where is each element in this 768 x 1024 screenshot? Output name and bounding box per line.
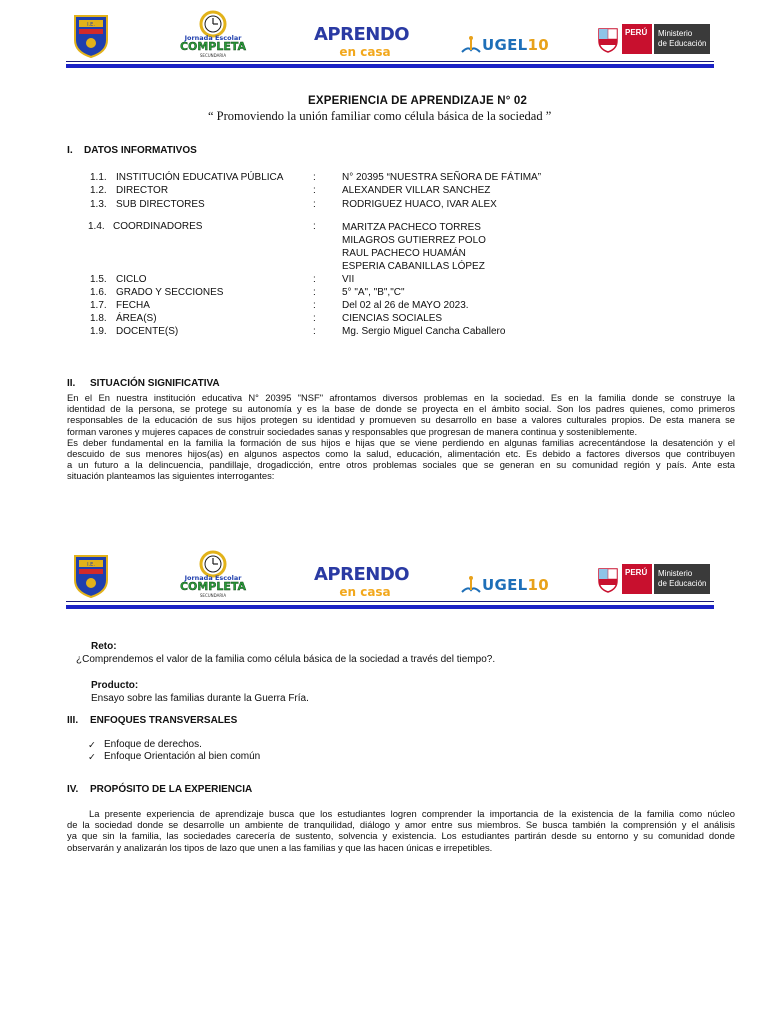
paragraph-line: forman varones y mujeres capaces de construir sociedades sanas y responsables que progresan de manera continua y sosteniblemente. <box>67 425 638 437</box>
document-subtitle: “ Promoviendo la unión familiar como célula básica de la sociedad ” <box>208 109 552 123</box>
row-separator: : <box>313 172 316 183</box>
row-number: 1.3. <box>90 199 107 210</box>
jornada-line3: SECUNDARIA <box>199 53 227 58</box>
row-value: Mg. Sergio Miguel Cancha Caballero <box>342 326 506 337</box>
peru-label: PERÚ <box>622 564 652 594</box>
situacion-paragraph <box>67 392 735 482</box>
row-label: INSTITUCIÓN EDUCATIVA PÚBLICA <box>116 172 284 183</box>
paragraph-line: Es deber fundamental en la familia la formación de sus hijos e hijas que se viene perdiendo en algunas familias acrecentándose la desatención y el <box>67 436 735 448</box>
row-separator: : <box>313 199 316 210</box>
jornada-line2: COMPLETA <box>179 40 247 53</box>
row-value: RAUL PACHECO HUAMÁN <box>342 248 466 259</box>
peru-coat-of-arms-icon <box>596 25 620 53</box>
reto-text: ¿Comprendemos el valor de la familia como célula básica de la sociedad a través del tiempo?. <box>76 654 496 665</box>
paragraph-line: identidad de la persona, se protege su autonomía y es la base de donde se proyecta en el ámbito social. Son los padres quienes, como primeros <box>67 403 735 415</box>
paragraph-line: ya que sin la familia, las sociedades carecería de sustento, solvencia y existencia. Los estudiantes partirán desde su entorno y su comunidad donde <box>67 830 735 842</box>
peru-coat-of-arms-icon <box>596 565 620 593</box>
school-shield-logo <box>73 554 109 598</box>
checkmark-icon: ✓ <box>88 739 96 750</box>
ugel-label <box>482 36 549 54</box>
ministerio-line1: Ministerio <box>658 29 693 38</box>
row-label: DIRECTOR <box>116 185 169 196</box>
jornada-line2: COMPLETA <box>179 580 247 593</box>
row-value: ESPERIA CABANILLAS LÓPEZ <box>342 261 485 272</box>
book-icon <box>460 34 482 56</box>
row-number: 1.6. <box>90 287 107 298</box>
jornada-escolar-logo <box>173 550 253 600</box>
ministerio-line2: de Educación <box>658 39 707 48</box>
row-label: COORDINADORES <box>113 221 203 232</box>
row-number: 1.4. <box>88 221 105 232</box>
section3-number: III. <box>67 715 79 726</box>
row-number: 1.1. <box>90 172 107 183</box>
header-rule-thin <box>66 601 714 602</box>
row-label: GRADO Y SECCIONES <box>116 287 224 298</box>
row-value: 5° "A", "B","C" <box>342 287 405 298</box>
ministerio-line2: de Educación <box>658 579 707 588</box>
header-rule-thick <box>66 605 714 609</box>
row-label: DOCENTE(S) <box>116 326 179 337</box>
row-value: MILAGROS GUTIERREZ POLO <box>342 235 486 246</box>
jornada-line1: Jornada Escolar <box>184 34 242 42</box>
paragraph-line: a un futuro a la delincuencia, pandillaje, drogadicción, entre otros problemas sociales que se generan en su comunidad región y país. Ante esta <box>67 459 735 471</box>
book-icon <box>460 574 482 596</box>
row-label: SUB DIRECTORES <box>116 199 205 210</box>
row-value: RODRIGUEZ HUACO, IVAR ALEX <box>342 199 497 210</box>
row-number: 1.7. <box>90 300 107 311</box>
document-title: EXPERIENCIA DE APRENDIZAJE N° 02 <box>308 95 528 107</box>
page-header-1 <box>0 8 768 78</box>
ugel-name: UGEL <box>482 36 528 54</box>
row-value: ALEXANDER VILLAR SANCHEZ <box>342 185 491 196</box>
ministerio-educacion-logo <box>596 24 714 54</box>
jornada-escolar-logo <box>173 10 253 60</box>
school-shield-logo <box>73 14 109 58</box>
aprendo-en-casa-logo <box>314 24 410 65</box>
list-item: Enfoque de derechos. <box>104 739 202 750</box>
producto-label: Producto: <box>91 680 139 691</box>
ministerio-label <box>654 564 710 594</box>
section1-heading: DATOS INFORMATIVOS <box>84 145 197 156</box>
paragraph-line: observarán y analizarán los tipos de lazo que unen a las familias y que las hacen únicas e irrepetibles. <box>67 841 493 853</box>
paragraph-line: situación planteamos las siguientes interrogantes: <box>67 470 275 482</box>
row-value: MARITZA PACHECO TORRES <box>342 222 481 233</box>
aprendo-en-casa-logo <box>314 564 410 605</box>
checkmark-icon: ✓ <box>88 751 96 762</box>
row-separator: : <box>313 274 316 285</box>
jornada-line1: Jornada Escolar <box>184 574 242 582</box>
row-label: ÁREA(S) <box>116 313 157 324</box>
header-rule-thin <box>66 61 714 62</box>
aprendo-title: APRENDO <box>314 564 410 585</box>
header-rule-thick <box>66 64 714 68</box>
section4-heading: PROPÓSITO DE LA EXPERIENCIA <box>90 784 253 795</box>
row-label: FECHA <box>116 300 150 311</box>
proposito-paragraph <box>67 808 735 853</box>
ugel-number: 10 <box>527 576 549 594</box>
row-separator: : <box>313 300 316 311</box>
section2-heading: SITUACIÓN SIGNIFICATIVA <box>90 378 220 389</box>
ugel10-logo <box>460 572 548 600</box>
paragraph-line: descuido de sus menores hijos(as) en algunos aspectos como la salud, educación, alimentación etc. Es debido a factores diversos que contribuyen <box>67 448 735 460</box>
paragraph-line: responsables de la educación de sus hijos protegen su identidad y promueven su desarrollo en base a valores culturales propios. De esta manera se <box>67 414 735 426</box>
row-separator: : <box>313 221 316 232</box>
row-value: VII <box>342 274 355 285</box>
paragraph-line: En el En nuestra institución educativa N° 20395 "NSF" afrontamos diversos problemas en la sociedad. Es en la familia donde se construye la <box>67 392 735 403</box>
paragraph-line: La presente experiencia de aprendizaje busca que los estudiantes logren comprender la importancia de la existencia de la familia como núcleo <box>89 808 735 819</box>
section3-heading: ENFOQUES TRANSVERSALES <box>90 715 238 726</box>
producto-text: Ensayo sobre las familias durante la Guerra Fría. <box>91 693 309 704</box>
row-number: 1.8. <box>90 313 107 324</box>
ugel-name: UGEL <box>482 576 528 594</box>
ugel10-logo <box>460 32 548 60</box>
list-item: Enfoque Orientación al bien común <box>104 751 261 762</box>
peru-label: PERÚ <box>622 24 652 54</box>
ministerio-educacion-logo <box>596 564 714 594</box>
page-header-2 <box>0 548 768 618</box>
row-value: Del 02 al 26 de MAYO 2023. <box>342 300 469 311</box>
section4-number: IV. <box>67 784 79 795</box>
ugel-label <box>482 576 549 594</box>
aprendo-title: APRENDO <box>314 24 410 45</box>
aprendo-subtitle: en casa <box>339 585 391 599</box>
section1-number: I. <box>67 144 73 156</box>
jornada-line3: SECUNDARIA <box>199 593 227 598</box>
ugel-number: 10 <box>527 36 549 54</box>
row-number: 1.5. <box>90 274 107 285</box>
row-label: CICLO <box>116 274 147 285</box>
ministerio-label <box>654 24 710 54</box>
row-number: 1.9. <box>90 326 107 337</box>
row-value: N° 20395 “NUESTRA SEÑORA DE FÁTIMA” <box>342 172 542 183</box>
row-separator: : <box>313 185 316 196</box>
aprendo-subtitle: en casa <box>339 45 391 59</box>
row-value: CIENCIAS SOCIALES <box>342 313 443 324</box>
paragraph-line: de la sociedad donde se desarrolle un ambiente de tranquilidad, diálogo y amor entre sus miembros. Se busca también la comprensión y el análisis <box>67 819 735 831</box>
row-separator: : <box>313 287 316 298</box>
row-separator: : <box>313 326 316 337</box>
section2-number: II. <box>67 378 76 389</box>
shield-letters: I.E. <box>87 22 95 28</box>
row-separator: : <box>313 313 316 324</box>
shield-letters: I.E. <box>87 562 95 568</box>
ministerio-line1: Ministerio <box>658 569 693 578</box>
row-number: 1.2. <box>90 185 107 196</box>
reto-label: Reto: <box>91 641 117 652</box>
